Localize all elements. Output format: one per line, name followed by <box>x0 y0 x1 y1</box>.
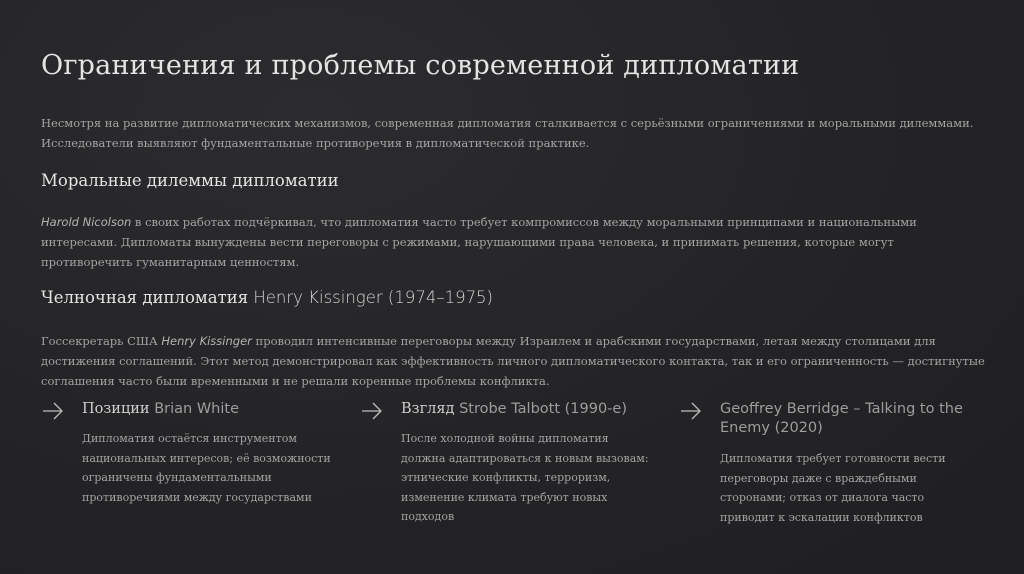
heading-main: Взгляд <box>401 401 455 417</box>
arrow-right-icon <box>680 402 702 420</box>
author-name: Harold Nicolson <box>41 215 132 229</box>
heading-main: Позиции <box>82 401 150 417</box>
section-heading-moral-dilemmas: Моральные дилеммы дипломатии <box>41 171 339 190</box>
page-title: Ограничения и проблемы современной дипломатии <box>41 50 800 81</box>
heading-sub: Geoffrey Berridge – Talking to the Enemy (2020) <box>720 401 963 436</box>
author-name: Henry Kissinger <box>161 334 252 348</box>
heading-sub: Henry Kissinger (1974–1975) <box>253 288 493 307</box>
paragraph-text: в своих работах подчёркивал, что дипломатия часто требует компромиссов между моральными принципами и национальными интересами. Дипломаты вынуждены вести переговоры с режимами, нарушающими права человека, и принимать решения, которые могут противоречить гуманитарным ценностям. <box>41 215 917 269</box>
moral-dilemmas-paragraph <box>41 212 986 272</box>
column-text: После холодной войны дипломатия должна адаптироваться к новым вызовам: этнические конфликты, терроризм, изменение климата требуют новых подходов <box>401 432 649 523</box>
arrow-right-icon <box>361 402 383 420</box>
shuttle-diplomacy-paragraph <box>41 331 986 391</box>
heading-main: Челночная дипломатия <box>41 288 249 307</box>
column-text: Дипломатия требует готовности вести переговоры даже с враждебными сторонами; отказ от диалога часто приводит к эскалации конфликтов <box>720 452 946 524</box>
column-heading <box>82 400 337 419</box>
paragraph-text-start: Госсекретарь США <box>41 334 162 348</box>
arrow-right-icon <box>42 402 64 420</box>
heading-sub: Brian White <box>154 401 240 417</box>
column-text: Дипломатия остаётся инструментом национальных интересов; её возможности ограничены фундаментальными противоречиями между государствами <box>82 432 331 504</box>
column-heading <box>720 400 975 438</box>
section-heading-shuttle-diplomacy <box>41 288 493 307</box>
column-heading <box>401 400 656 419</box>
heading-sub: Strobe Talbott (1990-е) <box>459 401 627 417</box>
paragraph-text-end: проводил интенсивные переговоры между Израилем и арабскими государствами, летая между столицами для достижения соглашений. Этот метод демонстрировал как эффективность личного дипломатического контакта, так и его ограниченность — достигнутые соглашения часто были временными и не решали коренные проблемы конфликта. <box>41 334 985 388</box>
intro-paragraph: Несмотря на развитие дипломатических механизмов, современная дипломатия сталкивается с серьёзными ограничениями и моральными дилеммами. Исследователи выявляют фундаментальные противоречия в дипломатической практике. <box>41 116 974 150</box>
